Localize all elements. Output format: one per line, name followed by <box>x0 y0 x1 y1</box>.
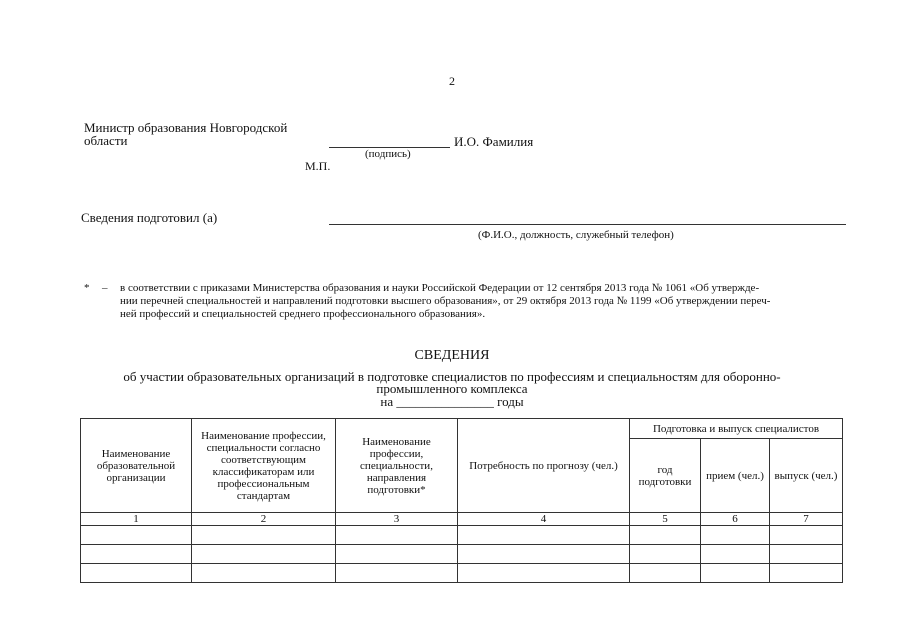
table-cell <box>336 526 458 545</box>
table-cell <box>630 526 701 545</box>
header-forecast-need: Потребность по прогнозу (чел.) <box>458 419 630 513</box>
table-cell <box>770 545 843 564</box>
signer-position-line1: Министр образования Новгородской <box>84 120 288 135</box>
column-number: 6 <box>701 513 770 526</box>
specialists-table <box>80 418 843 583</box>
header-training-year: год подготовки <box>630 439 701 513</box>
header-admission: прием (чел.) <box>701 439 770 513</box>
stamp-place: М.П. <box>305 159 331 173</box>
table-cell <box>81 564 192 583</box>
table-cell <box>630 545 701 564</box>
page-number: 2 <box>449 74 455 88</box>
document-subtitle-line2: промышленного комплекса <box>376 381 528 396</box>
table-row <box>81 564 843 583</box>
column-number: 1 <box>81 513 192 526</box>
table-cell <box>770 564 843 583</box>
header-graduation: выпуск (чел.) <box>770 439 843 513</box>
table-cell <box>701 564 770 583</box>
table-cell <box>81 526 192 545</box>
table-cell <box>336 545 458 564</box>
header-profession-direction: Наименование профессии, специальности, направления подготовки* <box>336 419 458 513</box>
signer-position-line2: области <box>84 133 128 148</box>
table-cell <box>701 526 770 545</box>
column-number: 3 <box>336 513 458 526</box>
document-subtitle-line1: об участии образовательных организаций в подготовке специалистов по профессиям и специальностям для оборонно- <box>123 369 781 384</box>
table-cell <box>192 526 336 545</box>
table-cell <box>770 526 843 545</box>
column-number: 2 <box>192 513 336 526</box>
table-cell <box>458 545 630 564</box>
signature-caption: (подпись) <box>365 148 411 160</box>
table-cell <box>701 545 770 564</box>
table-cell <box>192 545 336 564</box>
footnote-line1: в соответствии с приказами Министерства образования и науки Российской Федерации от 12 сентября 2013 года № 1061 «Об утвержде- <box>120 282 760 294</box>
signer-name: И.О. Фамилия <box>454 134 534 149</box>
prepared-by-caption: (Ф.И.О., должность, служебный телефон) <box>478 229 674 241</box>
table-cell <box>458 564 630 583</box>
table-cell <box>81 545 192 564</box>
column-number: 5 <box>630 513 701 526</box>
table-cell <box>336 564 458 583</box>
document-title: СВЕДЕНИЯ <box>414 348 490 363</box>
column-number-row <box>81 513 843 526</box>
column-number: 4 <box>458 513 630 526</box>
table-cell <box>630 564 701 583</box>
footnote-line3: ней профессий и специальностей среднего профессионального образования». <box>120 308 486 320</box>
header-profession-classifier: Наименование профессии, специальности согласно соответствующим классификаторам или профессиональным стандартам <box>192 419 336 513</box>
table-cell <box>192 564 336 583</box>
document-subtitle-line3: на _______________ годы <box>380 394 524 409</box>
prepared-by-label: Сведения подготовил (а) <box>81 210 218 225</box>
column-number: 7 <box>770 513 843 526</box>
prepared-by-line <box>329 224 846 225</box>
header-organization: Наименование образовательной организации <box>81 419 192 513</box>
header-training-group: Подготовка и выпуск специалистов <box>630 419 843 439</box>
footnote-dash: – <box>102 282 108 294</box>
table-row <box>81 545 843 564</box>
footnote-marker: * <box>84 282 90 294</box>
table-cell <box>458 526 630 545</box>
table-row <box>81 526 843 545</box>
footnote-line2: нии перечней специальностей и направлений подготовки высшего образования», от 29 октября 2013 года № 1199 «Об утверждении переч- <box>120 295 771 307</box>
